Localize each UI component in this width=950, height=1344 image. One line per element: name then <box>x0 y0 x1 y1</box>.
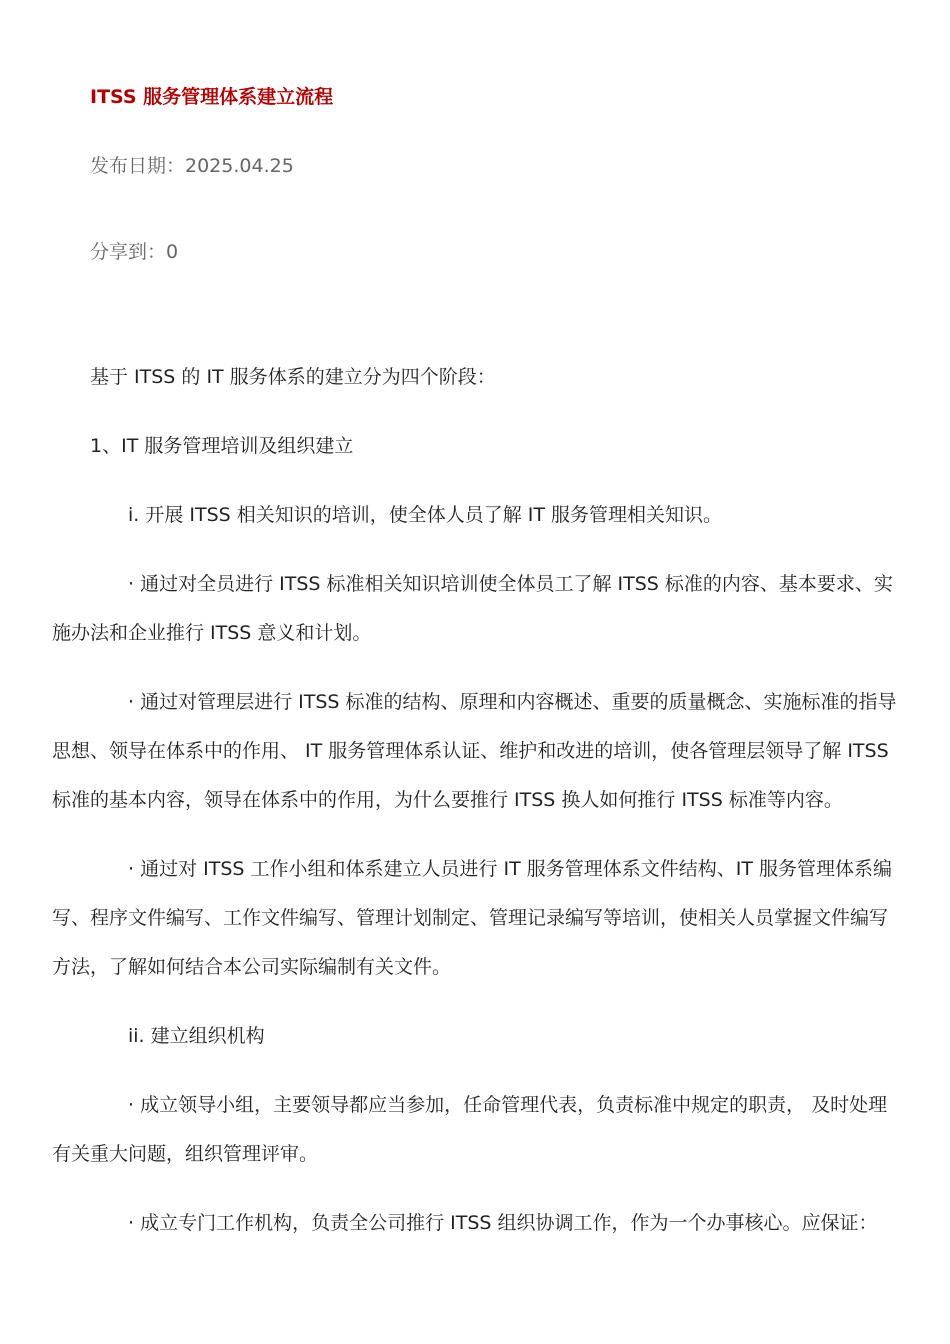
publish-date: 发布日期：2025.04.25 <box>90 155 294 177</box>
article-body <box>52 353 900 1268</box>
bullet-paragraph: · 通过对全员进行 ITSS 标准相关知识培训使全体员工了解 ITSS 标准的内容、基本要求、实施办法和企业推行 ITSS 意义和计划。 <box>52 573 893 644</box>
bullet-paragraph: · 成立专门工作机构，负责全公司推行 ITSS 组织协调工作，作为一个办事核心。应保证： <box>128 1212 878 1234</box>
share-count[interactable]: 分享到：0 <box>90 241 179 263</box>
bullet-paragraph: · 成立领导小组，主要领导都应当参加，任命管理代表，负责标准中规定的职责， 及时处理有关重大问题，组织管理评审。 <box>52 1094 888 1165</box>
subsection-heading-ii: ii. 建立组织机构 <box>128 1025 265 1047</box>
section-heading-1: 1、IT 服务管理培训及组织建立 <box>90 435 354 457</box>
bullet-paragraph: · 通过对管理层进行 ITSS 标准的结构、原理和内容概述、重要的质量概念、实施标准的指导思想、领导在体系中的作用、 IT 服务管理体系认证、维护和改进的培训，使各管理层领导了解 ITSS 标准的基本内容，领导在体系中的作用，为什么要推行 ITSS 换人如何推行 ITSS 标准等内容。 <box>52 691 897 811</box>
intro-paragraph: 基于 ITSS 的 IT 服务体系的建立分为四个阶段： <box>90 366 496 388</box>
subsection-heading-i: i. 开展 ITSS 相关知识的培训，使全体人员了解 IT 服务管理相关知识。 <box>128 504 723 526</box>
bullet-paragraph: · 通过对 ITSS 工作小组和体系建立人员进行 IT 服务管理体系文件结构、IT 服务管理体系编写、程序文件编写、工作文件编写、管理计划制定、管理记录编写等培训，使相关人员掌握文件编写方法，了解如何结合本公司实际编制有关文件。 <box>52 858 893 978</box>
page-title: ITSS 服务管理体系建立流程 <box>90 86 334 108</box>
